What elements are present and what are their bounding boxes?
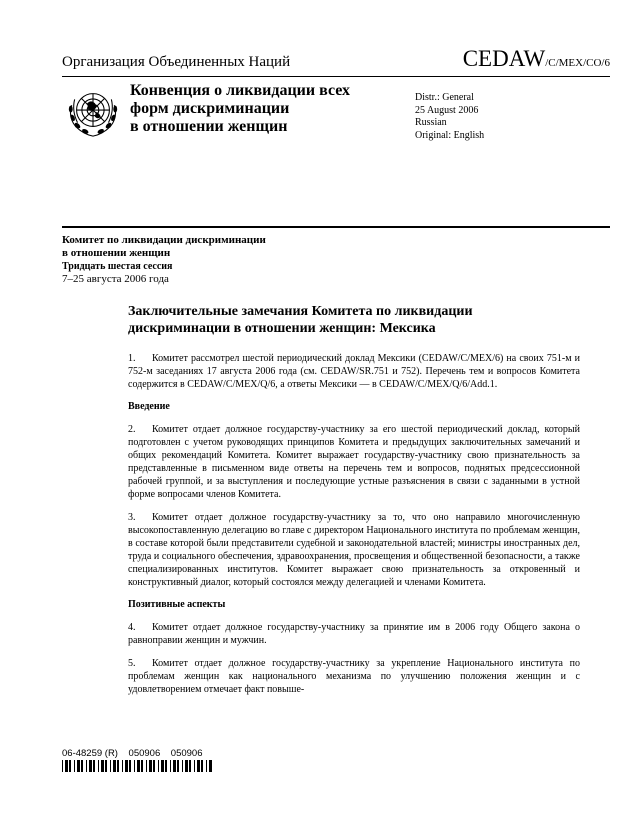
date-line: 25 August 2006 [415,104,479,116]
session-name: Тридцать шестая сессия [62,261,173,272]
paragraph-5 [128,657,580,696]
un-emblem-icon [64,82,122,140]
committee-name-line: в отношении женщин [62,247,171,259]
original-language-line: Original: English [415,129,485,141]
document-title-line: Заключительные замечания Комитета по ликвидации [128,304,473,319]
convention-title-line: Конвенция о ликвидации всех [130,82,351,99]
section-heading-positive-aspects: Позитивные аспекты [128,599,226,610]
paragraph-number: 2. [128,424,136,435]
organization-name: Организация Объединенных Наций [62,54,291,70]
section-heading-introduction: Введение [128,401,170,412]
paragraph-number: 3. [128,512,136,523]
document-symbol-suffix: /C/MEX/CO/6 [545,57,610,69]
paragraph-text: Комитет рассмотрел шестой периодический доклад Мексики (CEDAW/C/MEX/6) на своих 751-м и 752-м заседаниях 17 августа 2006 года (см. CEDAW/SR.751 и 752). Перечень тем и вопросов Комитета содержится в CEDAW/C/MEX/Q/6, а ответы Мексики — в CEDAW/C/MEX/Q/6/Add.1. [128,353,580,390]
paragraph-1 [128,352,580,391]
convention-title [130,82,350,136]
paragraph-number: 1. [128,353,136,364]
session-dates: 7–25 августа 2006 года [62,273,169,285]
paragraph-number: 5. [128,658,136,669]
document-symbol [463,46,610,72]
language-line: Russian [415,117,447,128]
paragraph-2 [128,423,580,501]
document-body [128,303,580,706]
document-title-line: дискриминации в отношении женщин: Мексика [128,321,436,336]
distribution-line: Distr.: General [415,92,474,103]
convention-title-line: форм дискриминации [130,100,290,117]
committee-block [62,234,266,286]
paragraph-text: Комитет отдает должное государству-участнику за укрепление Национального института по проблемам женщин как национального механизма по улучшению положения женщин и с удовлетворением отмечает факт повыше- [128,658,580,695]
committee-name-line: Комитет по ликвидации дискриминации [62,234,266,246]
convention-title-line: в отношении женщин [130,118,288,135]
distribution-block [415,92,484,142]
barcode-icon [62,760,212,772]
document-symbol-main: CEDAW [462,46,546,71]
paragraph-text: Комитет отдает должное государству-участнику за то, что оно направило многочисленную высокопоставленную делегацию во главе с директором Национального института по проблемам женщин, в составе которой были представители судебной и законодательной властей; министры иностранных дел, труда и социального обеспечения, здравоохранения, просвещения и общественной безопасности, а также специализированных институтов. Комитет выражает свою признательность за откровенный и конструктивный диалог, который состоялся между делегацией и членами Комитета. [128,512,580,588]
paragraph-text: Комитет отдает должное государству-участнику за принятие им в 2006 году Общего закона о равноправии женщин и мужчин. [128,622,580,646]
paragraph-4 [128,621,580,647]
document-title [128,303,580,337]
paragraph-text: Комитет отдает должное государству-участнику за его шестой периодический доклад, который подготовлен с учетом руководящих принципов Комитета и предыдущих заключительных замечаний и общих рекомендаций Комитета. Комитет выражает государству-участнику свою признательность за представленные в письменном виде ответы на перечень тем и вопросов, поднятых предсессионной рабочей группой, и за выступления и последующие устные разъяснения в связи с заданными в устной форме вопросами членов Комитета. [128,424,580,500]
header-rule [62,76,610,77]
section-rule [62,226,610,228]
paragraph-3 [128,511,580,589]
paragraph-number: 4. [128,622,136,633]
job-number: 06-48259 (R) 050906 050906 [62,748,203,759]
